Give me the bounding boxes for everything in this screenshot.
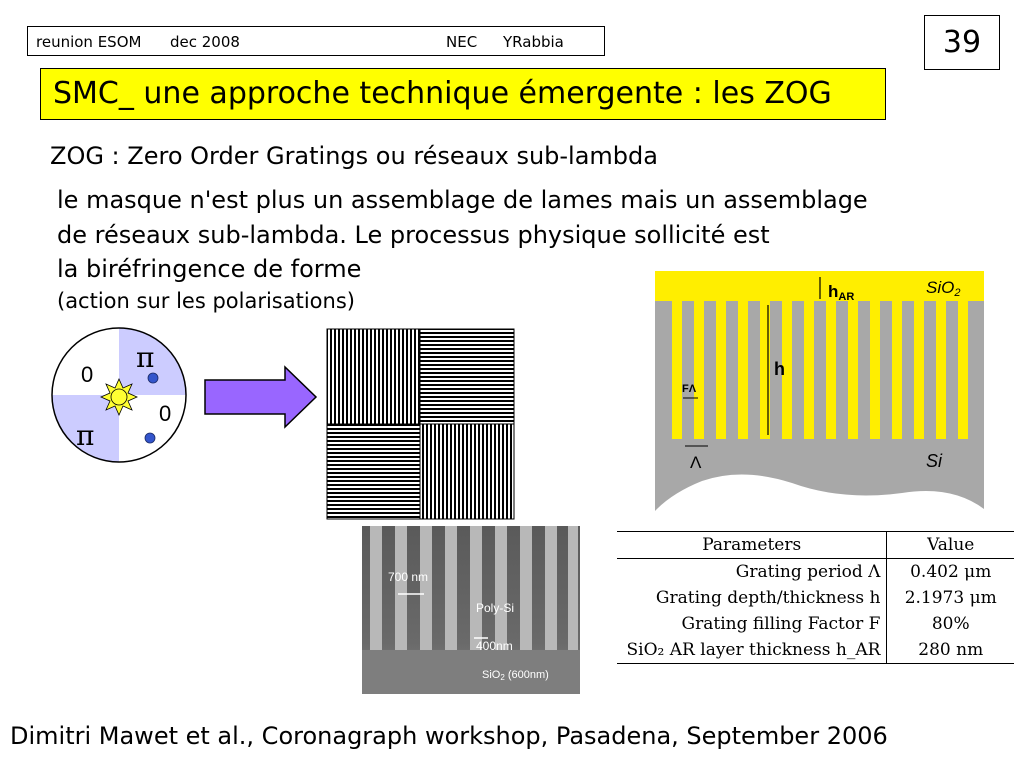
phase-mask-diagram: [48, 325, 193, 465]
sem-material-label: Poly-Si: [476, 601, 515, 615]
parameters-table: [617, 531, 1014, 662]
grating-quadrant-top-right: [420, 329, 514, 424]
sem-scale-label: 700 nm: [388, 570, 429, 584]
header-meeting: reunion ESOM: [36, 33, 142, 51]
label-pi-top: π: [136, 341, 155, 374]
sun-icon: [101, 379, 137, 415]
table-row: [617, 585, 1014, 611]
f-lambda-label: FΛ: [682, 383, 697, 395]
grating-quadrant-bottom-left: [327, 424, 420, 519]
sem-image: [362, 526, 580, 694]
si-label: Si: [926, 451, 943, 471]
table-cell-value: 280 nm: [918, 640, 984, 660]
lambda-label: Λ: [690, 453, 702, 472]
table-cell-parameter: SiO₂ AR layer thickness h_AR: [617, 637, 887, 664]
table-header-value: Value: [927, 535, 975, 555]
header-author: YRabbia: [503, 33, 564, 51]
grating-quadrant-top-left: [327, 329, 420, 424]
body-line-3: la biréfringence de forme: [57, 255, 362, 283]
h-label: h: [774, 359, 785, 379]
h-ar-label: hAR: [828, 282, 855, 303]
body-line-2: de réseaux sub-lambda. Le processus physique sollicité est: [57, 221, 770, 249]
table-cell-value: 80%: [931, 614, 970, 634]
page-number: 39: [924, 15, 1000, 70]
table-cell-parameter: Grating depth/thickness h: [617, 585, 887, 611]
body-line-4: (action sur les polarisations): [57, 289, 355, 313]
table-cell-parameter: Grating period Λ: [617, 559, 887, 586]
grating-quadrant-bottom-right: [420, 424, 514, 519]
table-row: [617, 559, 1014, 586]
body-line-1: le masque n'est plus un assemblage de lames mais un assemblage: [57, 186, 868, 214]
header-box: [27, 26, 605, 56]
right-arrow-icon: [203, 365, 319, 429]
table-cell-value: 2.1973 μm: [904, 588, 997, 608]
table-row: [617, 611, 1014, 637]
sem-depth-label: 400nm: [476, 639, 513, 653]
sem-pillars: [370, 526, 578, 650]
table-header-parameters: Parameters: [617, 532, 887, 559]
label-zero-left: 0: [81, 362, 94, 387]
sem-substrate-label: SiO2 (600nm): [482, 669, 549, 682]
header-date: dec 2008: [170, 33, 240, 51]
label-zero-right: 0: [159, 401, 172, 426]
star-dot-top: [148, 373, 158, 383]
label-pi-bottom: π: [76, 419, 95, 452]
table-header-row: [617, 532, 1014, 559]
silicon-substrate: [655, 271, 984, 511]
footer-citation: Dimitri Mawet et al., Coronagraph workshop, Pasadena, September 2006: [10, 722, 888, 750]
slide-subtitle: ZOG : Zero Order Gratings ou réseaux sub-lambda: [50, 142, 658, 170]
grating-pattern: [326, 328, 516, 520]
grating-cross-section: [652, 271, 987, 516]
table-cell-value: 0.402 μm: [910, 562, 992, 582]
star-dot-bottom: [145, 433, 155, 443]
table-cell-parameter: Grating filling Factor F: [617, 611, 887, 637]
header-org: NEC: [446, 33, 478, 51]
table-row: [617, 637, 1014, 664]
sio2-label: SiO2: [926, 278, 961, 299]
slide-title: SMC_ une approche technique émergente : les ZOG: [40, 68, 886, 120]
